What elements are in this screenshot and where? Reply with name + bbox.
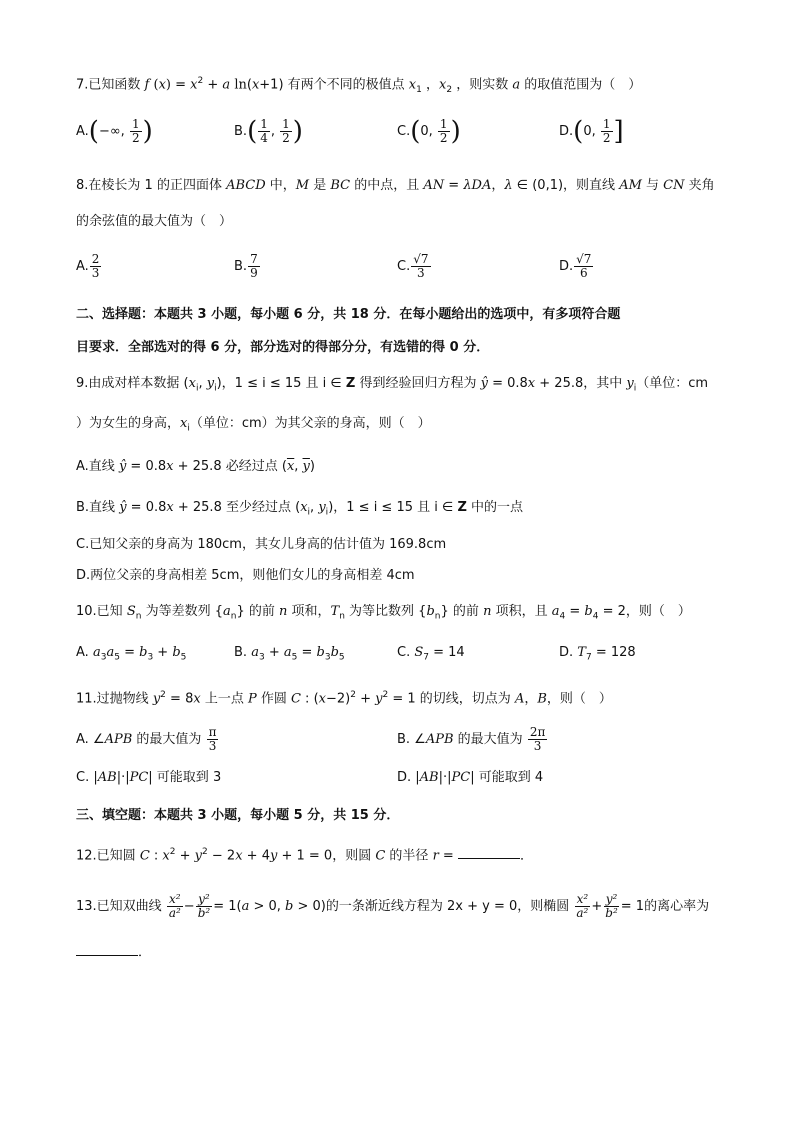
question-9-stem-line-2: ）为女生的身高，$x_i$（单位：cm）为其父亲的身高，则（ ） [76,416,431,434]
question-11-option-a: A. ∠APB 的最大值为 $\frac{\pi}{3}$ [76,725,217,753]
question-11-option-d: D. |AB|·|PC| 可能取到 4 [397,770,544,785]
answer-blank[interactable] [76,943,138,956]
question-10-option-a: A. $a_3a_5 = b_3 + b_5$ [76,645,187,663]
question-10-option-d: D. $T_7 = 128$ [559,645,636,663]
question-8-stem-line-1: 8.在棱长为 1 的正四面体 ABCD 中，M 是 BC 的中点，且 AN = λDA，λ ∈ (0,1)，则直线 AM 与 CN 夹角 [76,178,715,193]
section-2-heading-line-2: 目要求．全部选对的得 6 分，部分选对的得部分分，有选错的得 0 分． [76,340,490,355]
question-9-option-d: D.两位父亲的身高相差 5cm，则他们女儿的身高相差 4cm [76,568,415,583]
section-3-heading: 三、填空题：本题共 3 小题，每小题 5 分，共 15 分． [76,808,400,823]
question-9-option-c: C.已知父亲的身高为 180cm，其女儿身高的估计值为 169.8cm [76,537,447,552]
question-13-stem: 13.已知双曲线 $\frac{\text{x²}}{\text{a²}}$ − $\frac{\text{y²}}{\text{b²}}$ = 1(a > 0, b > 0)的一条渐近线方程为 2x + y = 0，则椭圆 $\frac{\text{x²}}{\text{a²}}$ + $\frac{\text{y²}}{\text{b²}}$ = 1的离心率为 [76,892,710,920]
question-11-option-b: B. ∠APB 的最大值为 $\frac{2\pi}{3}$ [397,725,546,753]
question-7-option-a: A.(−∞, $\frac{1}{2}$ ) [76,116,153,147]
question-8-option-b: B. $\frac{7}{9}$ [234,252,258,280]
question-10-option-b: B. $a_3 + a_5 = b_3b_5$ [234,645,345,663]
question-9-option-b: B.直线 ŷ = 0.8x + 25.8 至少经过点 ($x_i$, $y_i$)，1 ≤ i ≤ 15 且 i ∈ Z 中的一点 [76,500,524,518]
question-7-option-b: B.( $\frac{1}{4}$ , $\frac{1}{2}$ ) [234,116,303,147]
question-12-stem: 12.已知圆 C : $x^2 + y^2 - 2x + 4y + 1 = 0$，则圆 C 的半径 r = ． [76,847,533,864]
question-13-answer-line: ． [76,943,151,963]
question-10-stem: 10.已知 $S_n$ 为等差数列 $\{a_n\}$ 的前 n 项和，$T_n$ 为等比数列 $\{b_n\}$ 的前 n 项积，且 $a_4 = b_4 = 2$，则（ ） [76,604,691,622]
question-7-stem: 7.已知函数 f $(x) = x^2 + a$ ln(x+1) 有两个不同的极值点 $x_1$ ，$x_2$ ，则实数 a 的取值范围为（ ） [76,76,642,95]
question-7-option-c: C.(0, $\frac{1}{2}$ ) [397,116,461,147]
section-2-heading-line-1: 二、选择题：本题共 3 小题，每小题 6 分，共 18 分．在每小题给出的选项中，有多项符合题 [76,307,621,322]
question-9-option-a: A.直线 ŷ = 0.8x + 25.8 必经过点 ($\overline{x}$, $\overline{y}$) [76,459,315,474]
question-10-option-c: C. $S_7 = 14$ [397,645,465,663]
question-8-option-d: D. $\frac{√7}{6}$ [559,252,592,280]
question-7-option-d: D.(0, $\frac{1}{2}$ ] [559,116,624,147]
question-9-stem-line-1: 9.由成对样本数据 ($x_i$, $y_i$)，1 ≤ i ≤ 15 且 i ∈ Z 得到经验回归方程为 ŷ = 0.8x + 25.8，其中 $y_i$（单位：cm [76,376,709,394]
question-8-option-a: A. $\frac{2}{3}$ [76,252,100,280]
question-11-stem: 11.过抛物线 $y^2 = 8x$ 上一点 P 作圆 C : $(x-2)^2 + y^2 = 1$ 的切线，切点为 A，B，则（ ） [76,690,612,707]
question-11-option-c: C. |AB|·|PC| 可能取到 3 [76,770,222,785]
question-8-stem-line-2: 的余弦值的最大值为（ ） [76,214,233,229]
answer-blank[interactable] [458,846,520,859]
question-8-option-c: C. $\frac{√7}{3}$ [397,252,429,280]
